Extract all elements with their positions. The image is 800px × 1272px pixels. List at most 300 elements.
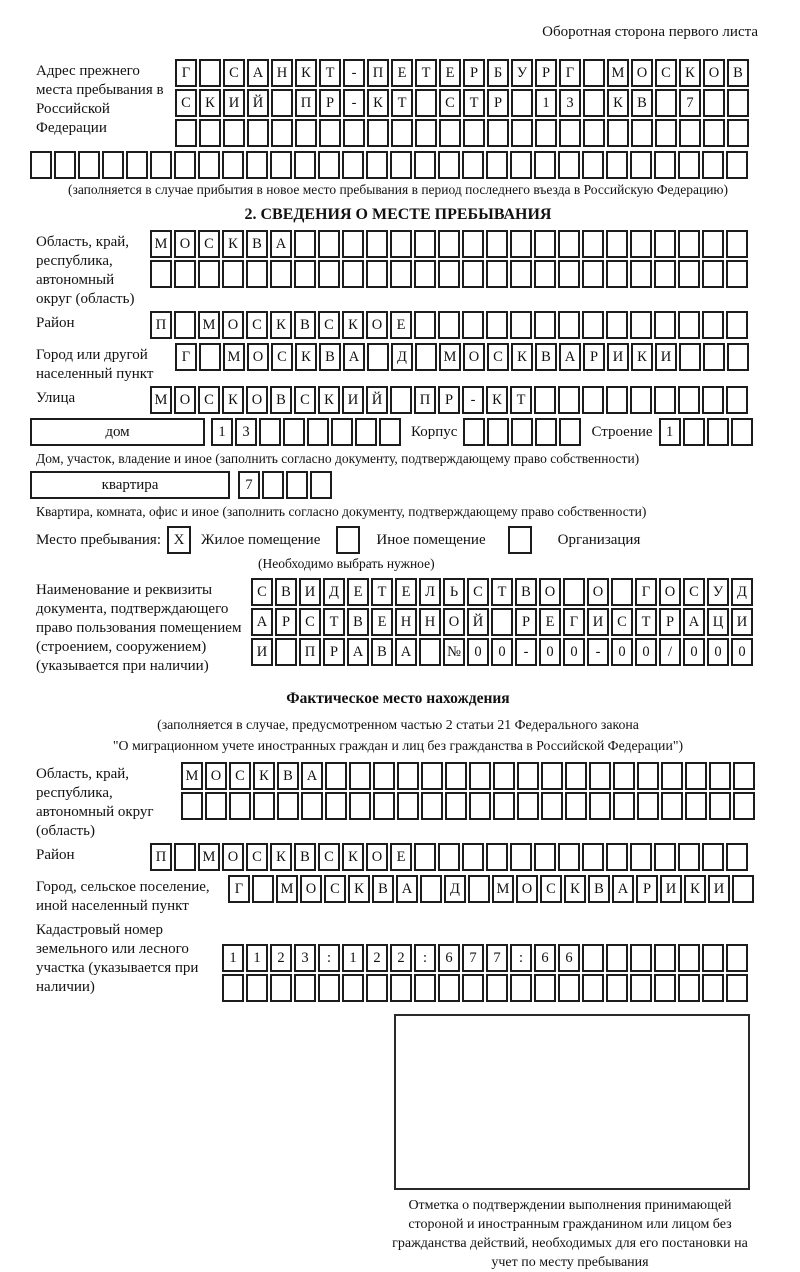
char-box[interactable]: С bbox=[299, 608, 321, 636]
char-box[interactable] bbox=[534, 386, 556, 414]
char-box[interactable] bbox=[294, 974, 316, 1002]
char-box[interactable]: Е bbox=[390, 311, 412, 339]
char-box[interactable]: О bbox=[247, 343, 269, 371]
char-box[interactable]: Р bbox=[659, 608, 681, 636]
char-box[interactable] bbox=[683, 418, 705, 446]
char-box[interactable] bbox=[702, 843, 724, 871]
char-box[interactable]: 7 bbox=[486, 944, 508, 972]
char-box[interactable]: С bbox=[467, 578, 489, 606]
char-box[interactable] bbox=[366, 151, 388, 179]
stay-option-other-checkbox[interactable] bbox=[336, 526, 360, 554]
char-box[interactable] bbox=[342, 151, 364, 179]
char-box[interactable] bbox=[277, 792, 299, 820]
char-box[interactable] bbox=[270, 151, 292, 179]
char-box[interactable] bbox=[678, 386, 700, 414]
char-box[interactable]: В bbox=[246, 230, 268, 258]
char-box[interactable]: К bbox=[295, 59, 317, 87]
char-box[interactable]: А bbox=[395, 638, 417, 666]
char-box[interactable] bbox=[415, 119, 437, 147]
char-box[interactable]: 7 bbox=[238, 471, 260, 499]
char-box[interactable] bbox=[301, 792, 323, 820]
char-box[interactable] bbox=[223, 119, 245, 147]
char-box[interactable] bbox=[415, 343, 437, 371]
char-box[interactable]: Г bbox=[228, 875, 250, 903]
char-box[interactable] bbox=[181, 792, 203, 820]
char-box[interactable] bbox=[462, 843, 484, 871]
char-box[interactable]: О bbox=[587, 578, 609, 606]
char-box[interactable]: М bbox=[181, 762, 203, 790]
char-box[interactable]: О bbox=[703, 59, 725, 87]
char-box[interactable] bbox=[271, 89, 293, 117]
char-box[interactable] bbox=[468, 875, 490, 903]
char-box[interactable]: К bbox=[199, 89, 221, 117]
char-box[interactable]: К bbox=[295, 343, 317, 371]
char-box[interactable]: О bbox=[516, 875, 538, 903]
char-box[interactable] bbox=[655, 89, 677, 117]
char-box[interactable] bbox=[727, 343, 749, 371]
char-box[interactable]: Т bbox=[510, 386, 532, 414]
char-box[interactable]: Е bbox=[395, 578, 417, 606]
char-box[interactable] bbox=[469, 792, 491, 820]
char-box[interactable] bbox=[679, 119, 701, 147]
char-box[interactable]: О bbox=[443, 608, 465, 636]
char-box[interactable] bbox=[606, 974, 628, 1002]
char-box[interactable]: Р bbox=[438, 386, 460, 414]
char-box[interactable]: А bbox=[343, 343, 365, 371]
char-box[interactable]: А bbox=[347, 638, 369, 666]
char-box[interactable] bbox=[726, 843, 748, 871]
char-box[interactable] bbox=[462, 974, 484, 1002]
char-box[interactable] bbox=[421, 762, 443, 790]
char-box[interactable]: 1 bbox=[222, 944, 244, 972]
char-box[interactable] bbox=[558, 230, 580, 258]
char-box[interactable]: Р bbox=[275, 608, 297, 636]
char-box[interactable]: 3 bbox=[559, 89, 581, 117]
char-box[interactable] bbox=[534, 311, 556, 339]
char-box[interactable] bbox=[342, 260, 364, 288]
char-box[interactable] bbox=[685, 792, 707, 820]
char-box[interactable] bbox=[310, 471, 332, 499]
char-box[interactable]: С bbox=[487, 343, 509, 371]
char-box[interactable] bbox=[174, 151, 196, 179]
char-box[interactable] bbox=[606, 311, 628, 339]
char-box[interactable] bbox=[654, 260, 676, 288]
char-box[interactable] bbox=[205, 792, 227, 820]
char-box[interactable] bbox=[487, 418, 509, 446]
char-box[interactable] bbox=[366, 230, 388, 258]
char-box[interactable]: 0 bbox=[611, 638, 633, 666]
char-box[interactable]: М bbox=[276, 875, 298, 903]
char-box[interactable] bbox=[541, 762, 563, 790]
char-box[interactable]: С bbox=[229, 762, 251, 790]
char-box[interactable]: Р bbox=[583, 343, 605, 371]
char-box[interactable] bbox=[259, 418, 281, 446]
char-box[interactable] bbox=[438, 151, 460, 179]
char-box[interactable] bbox=[534, 230, 556, 258]
char-box[interactable]: 7 bbox=[462, 944, 484, 972]
char-box[interactable]: О bbox=[205, 762, 227, 790]
char-box[interactable]: 0 bbox=[563, 638, 585, 666]
char-box[interactable]: В bbox=[277, 762, 299, 790]
char-box[interactable]: У bbox=[707, 578, 729, 606]
char-box[interactable]: М bbox=[198, 311, 220, 339]
char-box[interactable]: В bbox=[275, 578, 297, 606]
char-box[interactable]: С bbox=[223, 59, 245, 87]
char-box[interactable] bbox=[630, 974, 652, 1002]
char-box[interactable]: Т bbox=[491, 578, 513, 606]
char-box[interactable]: П bbox=[150, 843, 172, 871]
char-box[interactable]: О bbox=[463, 343, 485, 371]
char-box[interactable] bbox=[606, 843, 628, 871]
char-box[interactable]: С bbox=[294, 386, 316, 414]
char-box[interactable]: К bbox=[367, 89, 389, 117]
char-box[interactable] bbox=[222, 260, 244, 288]
char-box[interactable] bbox=[414, 843, 436, 871]
char-box[interactable] bbox=[558, 386, 580, 414]
char-box[interactable] bbox=[611, 578, 633, 606]
char-box[interactable] bbox=[565, 792, 587, 820]
char-box[interactable] bbox=[582, 974, 604, 1002]
char-box[interactable]: : bbox=[318, 944, 340, 972]
char-box[interactable] bbox=[733, 762, 755, 790]
char-box[interactable]: М bbox=[223, 343, 245, 371]
char-box[interactable]: 0 bbox=[635, 638, 657, 666]
char-box[interactable]: И bbox=[655, 343, 677, 371]
char-box[interactable]: № bbox=[443, 638, 465, 666]
char-box[interactable]: И bbox=[223, 89, 245, 117]
char-box[interactable] bbox=[438, 230, 460, 258]
char-box[interactable]: К bbox=[511, 343, 533, 371]
char-box[interactable] bbox=[630, 944, 652, 972]
char-box[interactable] bbox=[486, 260, 508, 288]
char-box[interactable] bbox=[726, 260, 748, 288]
char-box[interactable] bbox=[174, 311, 196, 339]
char-box[interactable]: С bbox=[251, 578, 273, 606]
char-box[interactable]: С bbox=[318, 843, 340, 871]
char-box[interactable]: Ь bbox=[443, 578, 465, 606]
char-box[interactable]: А bbox=[251, 608, 273, 636]
char-box[interactable]: К bbox=[222, 230, 244, 258]
char-box[interactable]: К bbox=[222, 386, 244, 414]
char-box[interactable] bbox=[707, 418, 729, 446]
char-box[interactable] bbox=[726, 311, 748, 339]
char-box[interactable]: Е bbox=[391, 59, 413, 87]
char-box[interactable] bbox=[732, 875, 754, 903]
char-box[interactable] bbox=[678, 974, 700, 1002]
char-box[interactable]: Т bbox=[463, 89, 485, 117]
char-box[interactable]: В bbox=[347, 608, 369, 636]
char-box[interactable]: - bbox=[515, 638, 537, 666]
char-box[interactable] bbox=[198, 260, 220, 288]
char-box[interactable]: С bbox=[683, 578, 705, 606]
char-box[interactable] bbox=[283, 418, 305, 446]
char-box[interactable]: В bbox=[372, 875, 394, 903]
char-box[interactable]: В bbox=[294, 843, 316, 871]
char-box[interactable]: Р bbox=[636, 875, 658, 903]
char-box[interactable]: / bbox=[659, 638, 681, 666]
char-box[interactable]: И bbox=[251, 638, 273, 666]
char-box[interactable] bbox=[174, 843, 196, 871]
char-box[interactable] bbox=[703, 119, 725, 147]
char-box[interactable] bbox=[246, 974, 268, 1002]
char-box[interactable] bbox=[510, 230, 532, 258]
char-box[interactable]: - bbox=[587, 638, 609, 666]
char-box[interactable] bbox=[702, 944, 724, 972]
char-box[interactable]: Е bbox=[539, 608, 561, 636]
char-box[interactable]: Л bbox=[419, 578, 441, 606]
char-box[interactable] bbox=[318, 151, 340, 179]
char-box[interactable]: С bbox=[246, 311, 268, 339]
char-box[interactable]: К bbox=[342, 843, 364, 871]
char-box[interactable]: К bbox=[564, 875, 586, 903]
char-box[interactable] bbox=[486, 230, 508, 258]
char-box[interactable]: Ц bbox=[707, 608, 729, 636]
char-box[interactable] bbox=[150, 151, 172, 179]
char-box[interactable] bbox=[565, 762, 587, 790]
char-box[interactable]: А bbox=[301, 762, 323, 790]
char-box[interactable] bbox=[654, 311, 676, 339]
char-box[interactable] bbox=[559, 119, 581, 147]
char-box[interactable]: Т bbox=[319, 59, 341, 87]
char-box[interactable] bbox=[331, 418, 353, 446]
char-box[interactable]: М bbox=[198, 843, 220, 871]
char-box[interactable]: К bbox=[253, 762, 275, 790]
char-box[interactable] bbox=[726, 386, 748, 414]
char-box[interactable] bbox=[583, 89, 605, 117]
char-box[interactable] bbox=[390, 974, 412, 1002]
char-box[interactable] bbox=[150, 260, 172, 288]
char-box[interactable]: 1 bbox=[342, 944, 364, 972]
char-box[interactable] bbox=[535, 418, 557, 446]
char-box[interactable]: Г bbox=[559, 59, 581, 87]
char-box[interactable]: О bbox=[222, 843, 244, 871]
char-box[interactable] bbox=[397, 792, 419, 820]
char-box[interactable]: Е bbox=[371, 608, 393, 636]
char-box[interactable] bbox=[342, 974, 364, 1002]
char-box[interactable]: К bbox=[684, 875, 706, 903]
char-box[interactable]: М bbox=[607, 59, 629, 87]
char-box[interactable] bbox=[343, 119, 365, 147]
char-box[interactable] bbox=[366, 974, 388, 1002]
char-box[interactable] bbox=[493, 792, 515, 820]
char-box[interactable] bbox=[486, 151, 508, 179]
char-box[interactable] bbox=[295, 119, 317, 147]
char-box[interactable] bbox=[630, 230, 652, 258]
char-box[interactable] bbox=[318, 230, 340, 258]
char-box[interactable] bbox=[661, 792, 683, 820]
char-box[interactable]: Й bbox=[366, 386, 388, 414]
char-box[interactable] bbox=[30, 151, 52, 179]
char-box[interactable] bbox=[678, 151, 700, 179]
char-box[interactable] bbox=[199, 343, 221, 371]
char-box[interactable]: К bbox=[607, 89, 629, 117]
char-box[interactable]: 0 bbox=[491, 638, 513, 666]
char-box[interactable]: О bbox=[366, 311, 388, 339]
char-box[interactable] bbox=[582, 311, 604, 339]
char-box[interactable]: Е bbox=[390, 843, 412, 871]
char-box[interactable] bbox=[727, 89, 749, 117]
char-box[interactable] bbox=[703, 89, 725, 117]
char-box[interactable] bbox=[727, 119, 749, 147]
char-box[interactable] bbox=[541, 792, 563, 820]
char-box[interactable] bbox=[563, 578, 585, 606]
char-box[interactable] bbox=[390, 386, 412, 414]
char-box[interactable] bbox=[198, 151, 220, 179]
char-box[interactable]: С bbox=[198, 230, 220, 258]
char-box[interactable] bbox=[493, 762, 515, 790]
char-box[interactable] bbox=[678, 843, 700, 871]
char-box[interactable] bbox=[486, 843, 508, 871]
char-box[interactable]: 0 bbox=[539, 638, 561, 666]
char-box[interactable] bbox=[420, 875, 442, 903]
char-box[interactable] bbox=[678, 260, 700, 288]
char-box[interactable] bbox=[175, 119, 197, 147]
char-box[interactable]: И bbox=[342, 386, 364, 414]
char-box[interactable] bbox=[487, 119, 509, 147]
char-box[interactable] bbox=[582, 386, 604, 414]
char-box[interactable] bbox=[637, 762, 659, 790]
char-box[interactable]: Т bbox=[323, 608, 345, 636]
char-box[interactable]: К bbox=[631, 343, 653, 371]
char-box[interactable] bbox=[589, 762, 611, 790]
char-box[interactable] bbox=[439, 119, 461, 147]
char-box[interactable]: В bbox=[727, 59, 749, 87]
char-box[interactable] bbox=[678, 230, 700, 258]
char-box[interactable] bbox=[731, 418, 753, 446]
char-box[interactable] bbox=[655, 119, 677, 147]
char-box[interactable] bbox=[415, 89, 437, 117]
char-box[interactable]: А bbox=[270, 230, 292, 258]
char-box[interactable] bbox=[438, 260, 460, 288]
char-box[interactable]: К bbox=[679, 59, 701, 87]
char-box[interactable] bbox=[414, 260, 436, 288]
char-box[interactable] bbox=[379, 418, 401, 446]
char-box[interactable] bbox=[486, 974, 508, 1002]
char-box[interactable]: С bbox=[175, 89, 197, 117]
char-box[interactable]: К bbox=[348, 875, 370, 903]
char-box[interactable]: 2 bbox=[390, 944, 412, 972]
char-box[interactable] bbox=[342, 230, 364, 258]
char-box[interactable] bbox=[606, 260, 628, 288]
char-box[interactable] bbox=[534, 260, 556, 288]
char-box[interactable]: Д bbox=[731, 578, 753, 606]
char-box[interactable] bbox=[534, 151, 556, 179]
char-box[interactable]: Т bbox=[635, 608, 657, 636]
char-box[interactable] bbox=[414, 311, 436, 339]
char-box[interactable]: Г bbox=[563, 608, 585, 636]
char-box[interactable]: : bbox=[414, 944, 436, 972]
char-box[interactable]: Г bbox=[175, 59, 197, 87]
char-box[interactable] bbox=[421, 792, 443, 820]
char-box[interactable] bbox=[510, 311, 532, 339]
char-box[interactable] bbox=[637, 792, 659, 820]
char-box[interactable]: : bbox=[510, 944, 532, 972]
char-box[interactable] bbox=[373, 792, 395, 820]
char-box[interactable] bbox=[126, 151, 148, 179]
char-box[interactable]: Р bbox=[515, 608, 537, 636]
char-box[interactable] bbox=[390, 230, 412, 258]
char-box[interactable]: В bbox=[631, 89, 653, 117]
char-box[interactable] bbox=[630, 386, 652, 414]
char-box[interactable]: К bbox=[270, 311, 292, 339]
char-box[interactable]: Р bbox=[487, 89, 509, 117]
char-box[interactable] bbox=[319, 119, 341, 147]
char-box[interactable] bbox=[397, 762, 419, 790]
char-box[interactable] bbox=[325, 762, 347, 790]
char-box[interactable]: М bbox=[150, 386, 172, 414]
char-box[interactable] bbox=[199, 119, 221, 147]
char-box[interactable]: П bbox=[414, 386, 436, 414]
char-box[interactable] bbox=[702, 151, 724, 179]
char-box[interactable] bbox=[462, 311, 484, 339]
char-box[interactable] bbox=[510, 260, 532, 288]
char-box[interactable] bbox=[349, 792, 371, 820]
char-box[interactable] bbox=[685, 762, 707, 790]
char-box[interactable] bbox=[607, 119, 629, 147]
char-box[interactable] bbox=[582, 260, 604, 288]
char-box[interactable]: В bbox=[294, 311, 316, 339]
char-box[interactable] bbox=[438, 974, 460, 1002]
char-box[interactable]: Г bbox=[175, 343, 197, 371]
char-box[interactable] bbox=[517, 762, 539, 790]
char-box[interactable] bbox=[462, 260, 484, 288]
char-box[interactable] bbox=[582, 944, 604, 972]
char-box[interactable] bbox=[252, 875, 274, 903]
char-box[interactable]: И bbox=[660, 875, 682, 903]
char-box[interactable] bbox=[462, 230, 484, 258]
char-box[interactable]: Й bbox=[467, 608, 489, 636]
char-box[interactable]: А bbox=[559, 343, 581, 371]
char-box[interactable]: В bbox=[270, 386, 292, 414]
char-box[interactable]: 1 bbox=[246, 944, 268, 972]
char-box[interactable]: С bbox=[324, 875, 346, 903]
char-box[interactable]: - bbox=[462, 386, 484, 414]
char-box[interactable] bbox=[702, 974, 724, 1002]
char-box[interactable] bbox=[294, 151, 316, 179]
char-box[interactable]: О bbox=[631, 59, 653, 87]
char-box[interactable] bbox=[583, 119, 605, 147]
char-box[interactable]: Д bbox=[444, 875, 466, 903]
char-box[interactable] bbox=[702, 386, 724, 414]
char-box[interactable] bbox=[355, 418, 377, 446]
char-box[interactable]: С bbox=[611, 608, 633, 636]
char-box[interactable]: 1 bbox=[211, 418, 233, 446]
char-box[interactable]: О bbox=[366, 843, 388, 871]
char-box[interactable] bbox=[222, 974, 244, 1002]
char-box[interactable]: Р bbox=[535, 59, 557, 87]
stay-option-residential-checkbox[interactable]: X bbox=[167, 526, 191, 554]
char-box[interactable] bbox=[373, 762, 395, 790]
char-box[interactable] bbox=[606, 944, 628, 972]
char-box[interactable] bbox=[286, 471, 308, 499]
char-box[interactable]: И bbox=[731, 608, 753, 636]
char-box[interactable] bbox=[630, 311, 652, 339]
char-box[interactable]: П bbox=[295, 89, 317, 117]
char-box[interactable] bbox=[463, 418, 485, 446]
char-box[interactable]: В bbox=[588, 875, 610, 903]
char-box[interactable]: П bbox=[299, 638, 321, 666]
char-box[interactable]: В bbox=[515, 578, 537, 606]
char-box[interactable] bbox=[535, 119, 557, 147]
char-box[interactable]: 6 bbox=[438, 944, 460, 972]
char-box[interactable]: А bbox=[247, 59, 269, 87]
char-box[interactable]: С bbox=[439, 89, 461, 117]
char-box[interactable]: 2 bbox=[270, 944, 292, 972]
char-box[interactable] bbox=[325, 792, 347, 820]
char-box[interactable]: К bbox=[486, 386, 508, 414]
char-box[interactable] bbox=[307, 418, 329, 446]
house-type-box[interactable]: дом bbox=[30, 418, 205, 446]
